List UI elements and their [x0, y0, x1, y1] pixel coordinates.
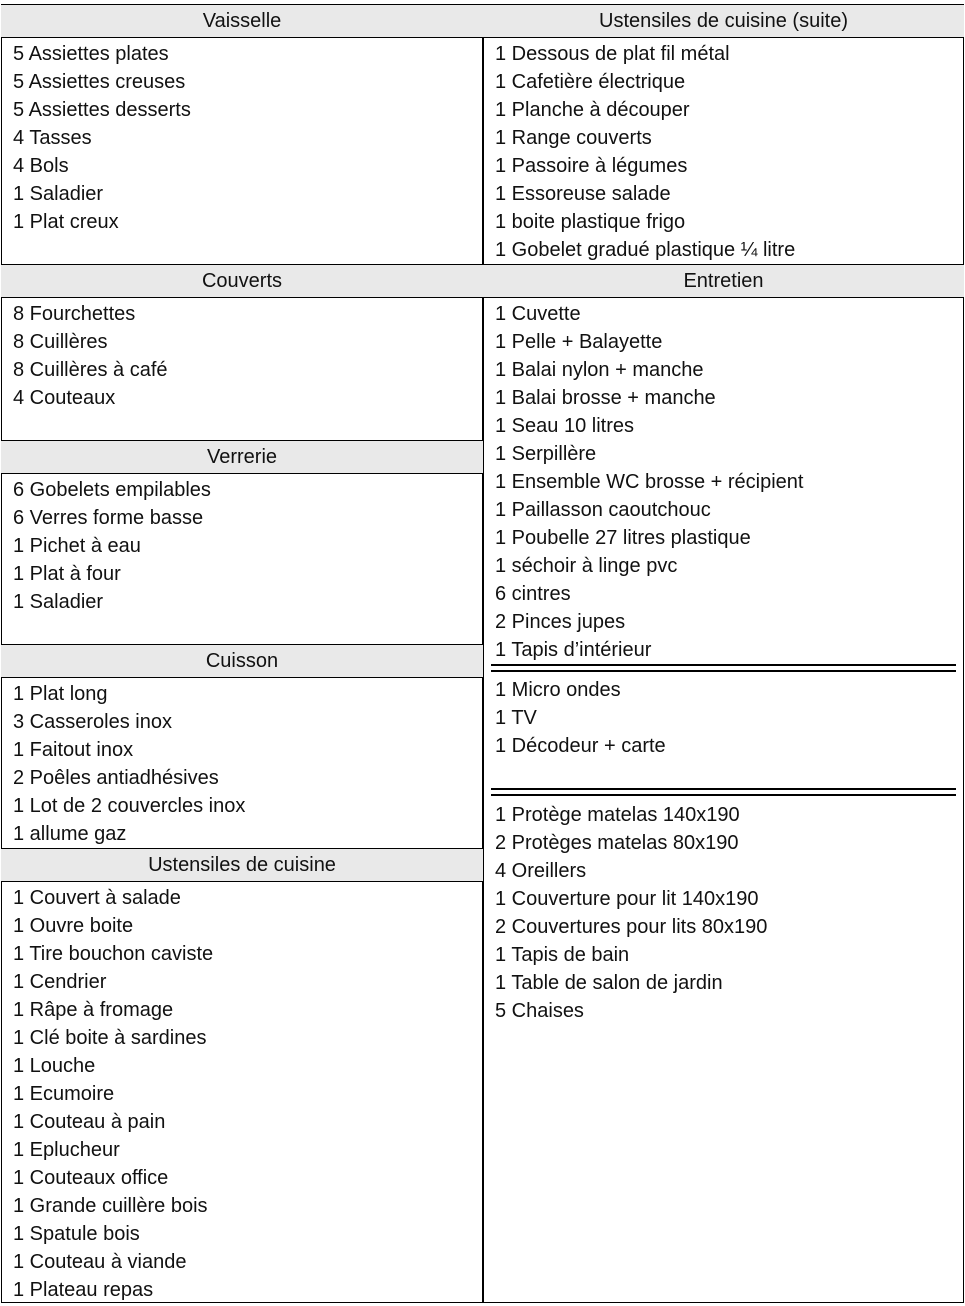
list-item: 2 Poêles antiadhésives — [13, 767, 219, 789]
list-item: 1 Protège matelas 140x190 — [495, 804, 740, 826]
list-item: 1 Paillasson caoutchouc — [495, 499, 711, 521]
double-rule-top-2 — [491, 670, 956, 672]
list-item: 1 Pichet à eau — [13, 535, 141, 557]
list-item: 1 Grande cuillère bois — [13, 1195, 208, 1217]
list-item: 1 Clé boite à sardines — [13, 1027, 207, 1049]
list-item: 1 Ensemble WC brosse + récipient — [495, 471, 804, 493]
list-item: 2 Protèges matelas 80x190 — [495, 832, 739, 854]
list-item: 1 Eplucheur — [13, 1139, 120, 1161]
list-item: 1 séchoir à linge pvc — [495, 555, 678, 577]
list-item: 1 Lot de 2 couvercles inox — [13, 795, 246, 817]
list-item: 1 Cafetière électrique — [495, 71, 686, 93]
list-item: 4 Couteaux — [13, 387, 116, 409]
list-item: 1 Poubelle 27 litres plastique — [495, 527, 751, 549]
list-item: 4 Tasses — [13, 127, 92, 149]
list-item: 8 Cuillères à café — [13, 359, 168, 381]
double-rule-top-1 — [491, 664, 956, 666]
list-vaisselle — [1, 40, 483, 236]
list-item: 1 Couteau à pain — [13, 1111, 166, 1133]
left-column — [1, 4, 483, 1303]
list-item: 1 Plat à four — [13, 563, 121, 585]
list-verrerie — [1, 476, 483, 616]
list-item: 1 Couverture pour lit 140x190 — [495, 888, 759, 910]
list-item: 1 Pelle + Balayette — [495, 331, 663, 353]
list-item: 1 Décodeur + carte — [495, 735, 666, 757]
list-item: 1 allume gaz — [13, 823, 127, 845]
list-item: 1 Seau 10 litres — [495, 415, 634, 437]
list-item: 1 Tire bouchon caviste — [13, 943, 214, 965]
header-ustensiles-suite: Ustensiles de cuisine (suite) — [483, 4, 964, 38]
list-item: 1 Tapis de bain — [495, 944, 630, 966]
list-item: 1 Spatule bois — [13, 1223, 140, 1245]
list-item: 1 Micro ondes — [495, 679, 621, 701]
list-entretien — [483, 300, 964, 664]
list-item: 1 Faitout inox — [13, 739, 134, 761]
list-item: 1 Plat creux — [13, 211, 119, 233]
list-item: 1 Serpillère — [495, 443, 597, 465]
list-item: 1 Râpe à fromage — [13, 999, 174, 1021]
list-item: 6 Verres forme basse — [13, 507, 204, 529]
list-item: 1 Table de salon de jardin — [495, 972, 723, 994]
double-rule-bottom-2 — [491, 794, 956, 796]
list-item: 8 Fourchettes — [13, 303, 136, 325]
right-column — [483, 4, 964, 1303]
list-item: 1 Tapis d’intérieur — [495, 639, 652, 661]
list-item: 4 Bols — [13, 155, 69, 177]
list-item: 1 TV — [495, 707, 537, 729]
list-item: 1 Couvert à salade — [13, 887, 181, 909]
list-item: 1 Louche — [13, 1055, 96, 1077]
list-item: 1 Plateau repas — [13, 1279, 154, 1301]
list-item: 1 Ouvre boite — [13, 915, 134, 937]
list-electro — [483, 676, 964, 760]
list-item: 5 Assiettes creuses — [13, 71, 186, 93]
header-entretien: Entretien — [483, 264, 964, 298]
list-item: 1 Plat long — [13, 683, 108, 705]
list-ustensiles — [1, 884, 483, 1304]
list-item: 3 Casseroles inox — [13, 711, 172, 733]
list-literie — [483, 801, 964, 1025]
list-item: 1 Passoire à légumes — [495, 155, 688, 177]
list-ustensiles-suite — [483, 40, 964, 264]
list-item: 1 Saladier — [13, 183, 104, 205]
list-item: 4 Oreillers — [495, 860, 587, 882]
header-cuisson: Cuisson — [1, 644, 483, 678]
list-item: 1 Gobelet gradué plastique ¼ litre — [495, 239, 796, 261]
list-item: 1 Range couverts — [495, 127, 652, 149]
list-item: 6 Gobelets empilables — [13, 479, 211, 501]
list-item: 1 Cendrier — [13, 971, 107, 993]
list-item: 1 Essoreuse salade — [495, 183, 671, 205]
list-item: 5 Chaises — [495, 1000, 584, 1022]
list-item: 5 Assiettes plates — [13, 43, 169, 65]
list-item: 1 Couteaux office — [13, 1167, 169, 1189]
header-ustensiles: Ustensiles de cuisine — [1, 848, 483, 882]
list-item: 8 Cuillères — [13, 331, 108, 353]
list-item: 5 Assiettes desserts — [13, 99, 191, 121]
list-cuisson — [1, 680, 483, 848]
list-item: 1 Couteau à viande — [13, 1251, 187, 1273]
list-item: 1 Ecumoire — [13, 1083, 115, 1105]
double-rule-bottom-1 — [491, 788, 956, 790]
list-item: 1 Balai nylon + manche — [495, 359, 704, 381]
header-couverts: Couverts — [1, 264, 483, 298]
list-item: 1 Saladier — [13, 591, 104, 613]
list-item: 6 cintres — [495, 583, 571, 605]
list-item: 2 Couvertures pour lits 80x190 — [495, 916, 768, 938]
list-couverts — [1, 300, 483, 412]
list-item: 1 Balai brosse + manche — [495, 387, 716, 409]
list-item: 1 Dessous de plat fil métal — [495, 43, 730, 65]
header-vaisselle: Vaisselle — [1, 4, 483, 38]
header-verrerie: Verrerie — [1, 440, 483, 474]
list-item: 2 Pinces jupes — [495, 611, 626, 633]
list-item: 1 boite plastique frigo — [495, 211, 686, 233]
list-item: 1 Cuvette — [495, 303, 581, 325]
list-item: 1 Planche à découper — [495, 99, 690, 121]
